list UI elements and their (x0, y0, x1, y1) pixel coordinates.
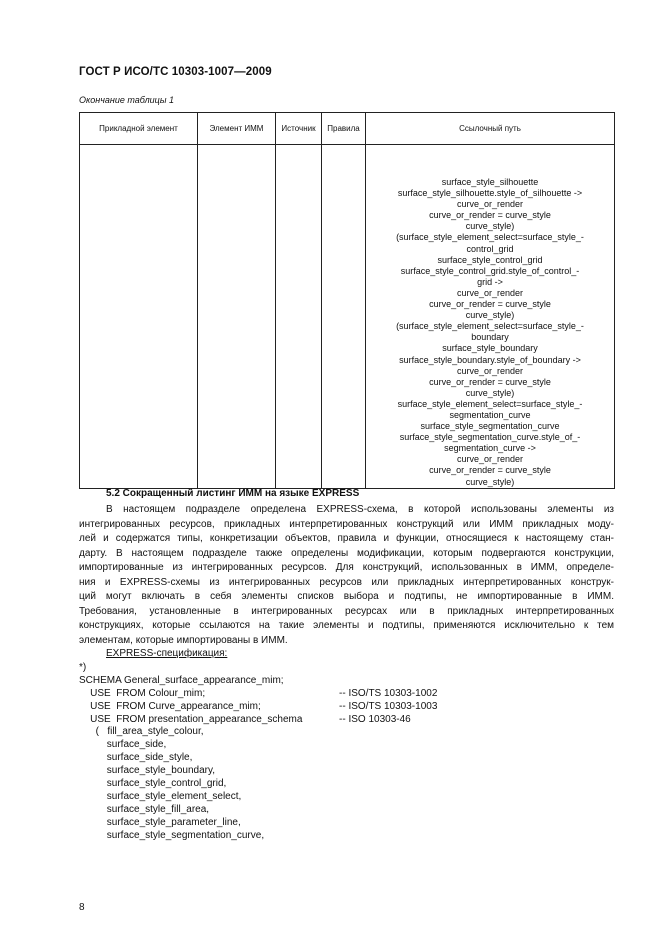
code-line (79, 778, 302, 791)
code-text: surface_style_boundary, (79, 765, 215, 777)
column-header-mim-element: Элемент ИММ (198, 113, 276, 145)
column-header-rules: Правила (322, 113, 366, 145)
reference-path-line: grid -> (477, 276, 503, 287)
code-line (79, 830, 302, 843)
page-number: 8 (79, 902, 85, 913)
paragraph-line: В настоящем подразделе определена EXPRESS-схема, в которой использованы элементы из (106, 504, 614, 515)
code-text: *) (79, 662, 87, 673)
code-line (79, 675, 302, 688)
paragraph-line: лей и содержатся типы, конкретизации объектов, правила и функции, относящиеся к настоящему стан- (79, 533, 614, 544)
reference-path-line: segmentation_curve -> (444, 443, 536, 454)
express-code-listing (79, 662, 438, 842)
reference-path-line: curve_style) (465, 476, 515, 487)
reference-path-line: curve_or_render (456, 454, 524, 465)
reference-path-line: segmentation_curve (449, 409, 531, 420)
column-header-application-element: Прикладной элемент (80, 113, 198, 145)
reference-path-line: curve_or_render = curve_style (429, 210, 551, 221)
reference-path-line: surface_style_control_grid (437, 254, 543, 265)
code-line (79, 687, 438, 701)
code-text: surface_style_element_select, (79, 790, 242, 802)
code-text: surface_side_style, (79, 752, 193, 764)
code-line (79, 791, 302, 804)
paragraph-line: ций могут включать в себя элементы списков выбора и подтипы, не импортированные в ИММ. (79, 591, 614, 602)
cell-application-element (80, 145, 198, 489)
code-text: surface_side, (79, 739, 167, 751)
code-comment: -- ISO/TS 10303-1002 (339, 687, 438, 699)
reference-path-line: surface_style_silhouette (441, 177, 539, 187)
reference-path-line: curve_or_render = curve_style (429, 376, 551, 387)
paragraph-line: импортированные из интегрированных ресурсов. Для конструкций, использованных в ИММ, определе- (79, 562, 614, 573)
code-line (79, 700, 438, 714)
code-line (79, 726, 302, 739)
reference-path-line: curve_style) (465, 387, 515, 398)
code-text: surface_style_control_grid, (79, 778, 227, 790)
code-text: USE FROM presentation_appearance_schema (79, 713, 303, 725)
cell-reference-path (366, 145, 615, 489)
reference-path-line: surface_style_segmentation_curve (420, 421, 560, 432)
paragraph-line: интегрированных ресурсов, прикладных интерпретированных конструкций или ИММ прикладных моду- (79, 518, 614, 530)
code-text: USE FROM Colour_mim; (79, 687, 206, 699)
reference-path-line: curve_style) (465, 310, 515, 321)
express-spec-label: EXPRESS-спецификация: (106, 648, 228, 659)
code-line (79, 713, 411, 727)
table-header-row (80, 113, 615, 145)
mapping-table (79, 112, 615, 489)
table-caption: Окончание таблицы 1 (79, 95, 174, 105)
reference-path-line: surface_style_element_select=surface_style_- (397, 398, 583, 409)
reference-path-line: surface_style_control_grid.style_of_control_- (400, 265, 580, 276)
code-line (79, 752, 302, 765)
code-line (79, 662, 302, 675)
cell-mim-element (198, 145, 276, 489)
code-text: surface_style_parameter_line, (79, 816, 241, 828)
code-line (79, 765, 302, 778)
table-row (80, 145, 615, 489)
code-line (79, 804, 302, 817)
column-header-source: Источник (276, 113, 322, 145)
paragraph-line: Требования, установленные в интегрированных ресурсах или в прикладных интерпретированных (79, 605, 614, 617)
code-text: surface_style_fill_area, (79, 803, 210, 815)
code-comment: -- ISO 10303-46 (339, 713, 411, 725)
reference-path-line: surface_style_boundary.style_of_boundary -> (399, 354, 581, 365)
code-line (79, 739, 302, 752)
reference-path-line: boundary (471, 332, 509, 343)
paragraph-line: ния и EXPRESS-схемы из интегрированных ресурсов или прикладных интерпретированных конструк- (79, 576, 614, 588)
reference-path-line: (surface_style_element_select=surface_style_- (396, 321, 584, 332)
reference-path-line: surface_style_silhouette.style_of_silhouette -> (397, 188, 583, 199)
reference-path-line: curve_style) (465, 221, 515, 232)
cell-rules (322, 145, 366, 489)
section-heading: 5.2 Сокращенный листинг ИММ на языке EXPRESS (106, 488, 360, 499)
reference-path-line: curve_or_render = curve_style (429, 299, 551, 310)
code-text: SCHEMA General_surface_appearance_mim; (79, 674, 284, 686)
column-header-reference-path: Ссылочный путь (366, 113, 615, 145)
code-text: surface_style_segmentation_curve, (79, 829, 265, 841)
reference-path-line: curve_or_render (456, 365, 524, 376)
reference-path-line: (surface_style_element_select=surface_style_- (396, 232, 584, 243)
reference-path-line: curve_or_render (456, 199, 524, 210)
reference-path-text (366, 145, 614, 488)
paragraph-line: конструкциях, которые ссылаются на такие элементы и подтипы, применяются исключительно к тем (79, 620, 614, 631)
reference-path-line: surface_style_boundary (442, 343, 538, 354)
code-comment: -- ISO/TS 10303-1003 (339, 700, 438, 712)
cell-source (276, 145, 322, 489)
document-header: ГОСТ Р ИСО/ТС 10303-1007—2009 (79, 66, 272, 78)
code-text: USE FROM Curve_appearance_mim; (79, 700, 261, 712)
reference-path-line: curve_or_render (456, 287, 524, 298)
paragraph-line: дарту. В настоящем подразделе также определены модификации, которым подвергаются конструкции, (79, 547, 614, 559)
code-text: ( fill_area_style_colour, (79, 726, 204, 738)
paragraph-line: элементам, которые импортированы в ИММ. (79, 634, 288, 646)
code-line (79, 817, 302, 830)
reference-path-line: control_grid (466, 243, 514, 254)
reference-path-line: curve_or_render = curve_style (429, 465, 551, 476)
section-paragraph (79, 503, 614, 648)
reference-path-line: surface_style_segmentation_curve.style_of_- (399, 432, 581, 443)
